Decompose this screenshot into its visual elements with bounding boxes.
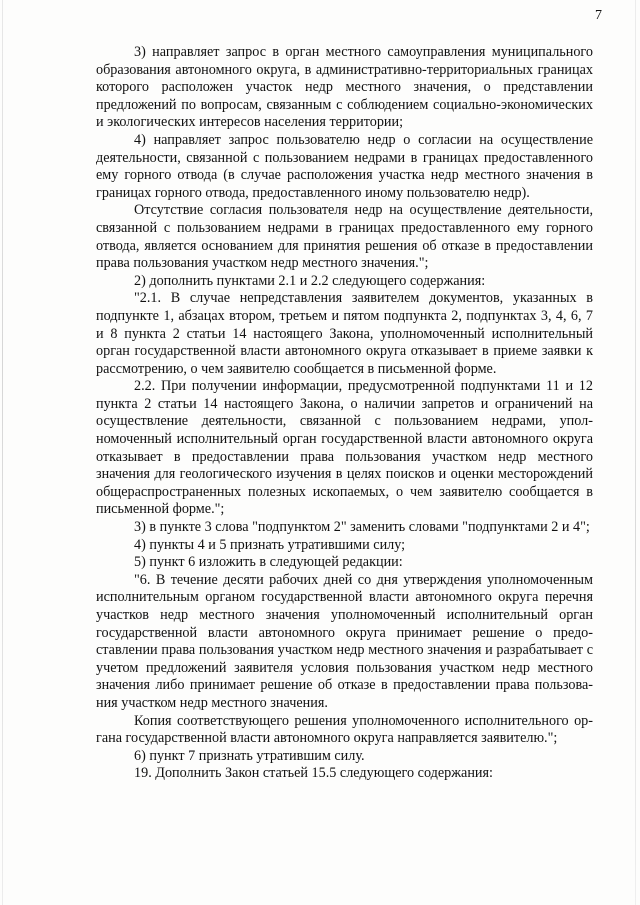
paragraph-absence-of-consent: Отсутствие согласия пользователя недр на осуществление деятельности, связанной с пользованием недрами в границах предоставленного ему горного отвода, является основанием для принятия решения об отказе в предоставлении права пользования участком недр местного значения.";: [96, 202, 593, 272]
scan-edge-left: [2, 0, 3, 905]
paragraph-article-15-5-intro: 19. Дополнить Закон статьей 15.5 следующего содержания:: [134, 765, 493, 782]
paragraph-point-2-1: "2.1. В случае непредставления заявителем документов, указанных в подпункте 1, абзацах втором, третьем и пятом подпункта 2, подпунктах 3, 4, 6, 7 и 8 пункта 2 статьи 14 настоящего Закона, уполномоченный исполнительный орган государственной власти автономного округа отказывает в приеме заявки к рассмотрению, о чем заявителю сообщается в письменной форме.: [96, 290, 593, 377]
paragraph-point-2-2: 2.2. При получении информации, предусмотренной подпунктами 11 и 12 пункта 2 статьи 14 настоящего Закона, о наличии запретов и ограничений на осуществление деятельности, связанной с пользованием недрами, уполномоченный исполнительный орган государственной власти автономного округа отказывает в предоставлении права пользования участком недр местного значения для геологического изучения в целях поисков и оценки месторождений общераспространенных полезных ископаемых, о чем заявителю сообщается в письменной форме.";: [96, 378, 593, 518]
scan-edge-right: [635, 0, 636, 905]
paragraph-repeal-point-7: 6) пункт 7 признать утратившим силу.: [134, 747, 365, 764]
paragraph-amend-point-3: 3) в пункте 3 слова "подпунктом 2" заменить словами "подпунктами 2 и 4";: [134, 519, 590, 536]
paragraph-request-subsoil-user: 4) направляет запрос пользователю недр о согласии на осуществление деятельности, связанной с пользованием недрами в границах предоставленного ему горного отвода (в случае расположения участка недр местного значения в границах горного отвода, предоставленного иному пользователю недр).: [96, 131, 593, 201]
paragraph-point-6-intro: 5) пункт 6 изложить в следующей редакции:: [134, 554, 403, 571]
paragraph-point-6-text: "6. В течение десяти рабочих дней со дня утверждения уполномоченным исполнительным органом государственной власти автономного округа перечня участков недр местного значения уполномоченный исполнительный орган государственной власти автономного округа принимает решение о предоставлении права пользования участком недр местного значения и разрабатывает с учетом предложений заявителя условия пользования участком недр местного значения либо принимает решение об отказе в предоставлении права пользования участком недр местного значения.: [96, 571, 593, 711]
paragraph-repeal-points-4-5: 4) пункты 4 и 5 признать утратившими силу;: [134, 536, 406, 553]
page-number: 7: [595, 8, 602, 23]
paragraph-copy-of-decision: Копия соответствующего решения уполномоченного исполнительного органа государственной власти автономного округа направляется заявителю.";: [96, 712, 593, 747]
paragraph-add-points-intro: 2) дополнить пунктами 2.1 и 2.2 следующего содержания:: [134, 272, 486, 289]
paragraph-request-municipality: 3) направляет запрос в орган местного самоуправления муниципального образования автономного округа, в административно-территориальных границах которого расположен участок недр местного значения, о представлении предложений по вопросам, связанным с соблюдением социально-экономических и экологических интересов населения территории;: [96, 44, 593, 131]
body-text: [96, 44, 593, 783]
